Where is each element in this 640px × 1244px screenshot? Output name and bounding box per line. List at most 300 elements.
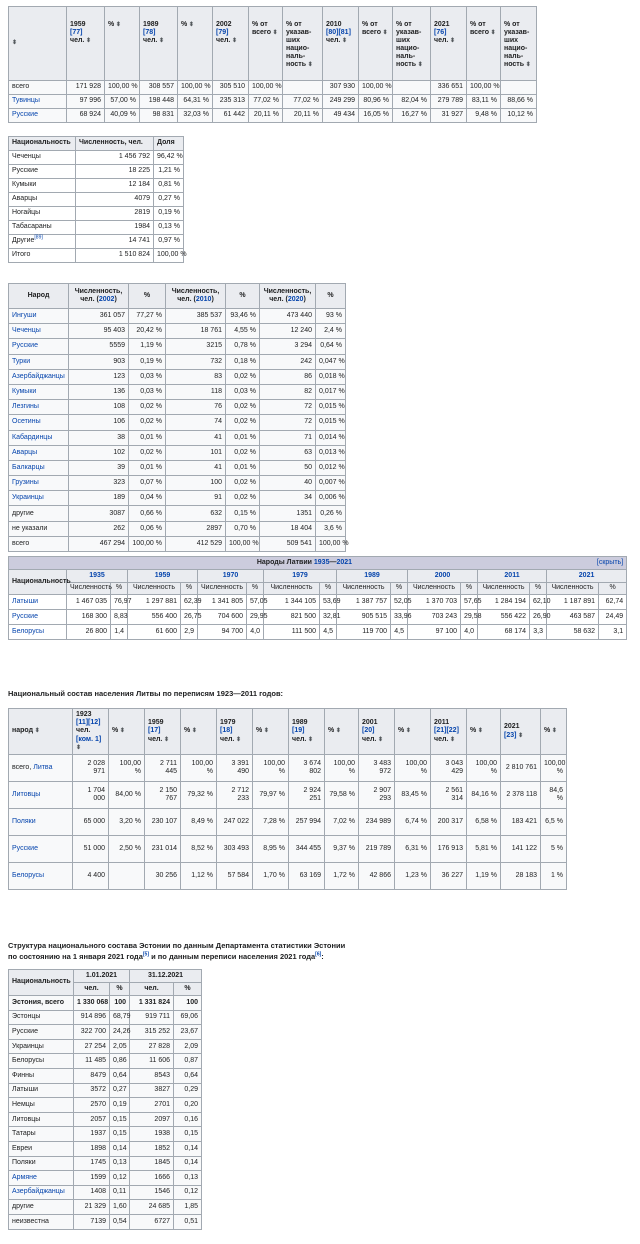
row-label[interactable]: Кумыки [9,384,69,399]
cell-value: 2 378 118 [501,782,541,809]
cell-value: 303 493 [217,836,253,863]
column-header[interactable] [178,7,213,81]
caption-link-2021[interactable]: 2021 [336,558,353,566]
column-header[interactable] [181,709,217,755]
corner-cell[interactable] [9,7,67,81]
cell-value: 11 485 [74,1054,110,1069]
column-header[interactable] [541,709,567,755]
cell-value: 118 [166,384,226,399]
cell-value: 71 [260,430,316,445]
cell-value: 14 741 [76,235,154,249]
row-link[interactable]: Литовцы [12,790,41,798]
year-link[interactable]: 2021 [578,571,595,579]
column-header[interactable] [467,709,501,755]
cell-value [109,863,145,890]
sort-icon[interactable]: ⬍ [376,736,384,743]
ref-link[interactable]: [76] [434,29,447,37]
cell-value: 68 924 [67,109,105,123]
row-name: Табасараны [12,223,52,231]
column-header[interactable]: Численность, чел. (2002) [69,284,129,309]
column-header[interactable] [501,7,537,81]
year-header[interactable] [198,570,264,583]
sub-header-count: чел. [130,983,174,996]
header-label: % [108,21,115,28]
table-row [9,339,346,354]
table-row [9,1200,202,1215]
header-label: народ [12,727,34,735]
column-header[interactable]: Численность, чел. (2020) [260,284,316,309]
row-link[interactable]: Литва [33,763,53,771]
cell-value: 69,06 [174,1010,202,1025]
cell-value: 20,42 % [129,324,166,339]
header-year: 1959 [70,21,86,28]
hide-toggle-button[interactable]: [скрыть] [596,558,624,566]
sort-icon[interactable]: ⬍ [448,38,456,45]
column-header[interactable] [73,709,109,755]
cell-value: 102 [69,445,129,460]
cell-value: 919 711 [130,1010,174,1025]
column-header[interactable] [217,709,253,755]
column-header[interactable] [431,709,467,755]
cell-value: 27 828 [130,1039,174,1054]
ref-link[interactable]: [80][81] [326,29,351,37]
cell-value: 0,78 % [226,339,260,354]
row-label: Финны [9,1068,74,1083]
row-label[interactable]: Тувинцы [9,95,67,109]
cell-value: 0,006 % [316,491,346,506]
row-label[interactable]: Русские [9,109,67,123]
column-header[interactable] [67,7,105,81]
table-row [9,755,567,782]
cell-value: 0,03 % [129,384,166,399]
cell-value: 34 [260,491,316,506]
row-link[interactable]: Белорусы [12,871,45,879]
cell-value: 64,31 % [178,95,213,109]
table-row [9,521,346,536]
cell-value: 83 [166,369,226,384]
row-label [9,863,73,890]
cell-value: 0,15 [110,1127,130,1142]
cell-value: 315 252 [130,1025,174,1040]
cell-value: 556 400 [128,610,181,625]
cell-value: 57 584 [217,863,253,890]
header-unit: чел. [143,37,158,45]
row-label[interactable]: Белорусы [9,625,67,640]
cell-value: 3087 [69,506,129,521]
column-header[interactable] [283,7,323,81]
cell-value: 8,52 % [181,836,217,863]
sort-icon[interactable]: ⬍ [12,40,18,47]
column-header[interactable] [325,709,359,755]
cell-value: 0,11 [110,1185,130,1200]
ref-link[interactable]: [19] [292,727,305,735]
row-label: Немцы [9,1098,74,1113]
column-header[interactable] [9,709,73,755]
table-row [9,81,537,95]
cell-value: 257 994 [289,809,325,836]
column-header[interactable] [393,7,431,81]
cell-value: 1 387 757 [337,595,391,610]
sub-header-count: Численность [128,583,181,595]
cell-value: 24,26 [110,1025,130,1040]
cell-value: 0,02 % [226,415,260,430]
cell-value: 0,01 % [226,430,260,445]
cell-value: 1 187 891 [547,595,599,610]
cell-value: 27 254 [74,1039,110,1054]
sort-icon[interactable]: ⬍ [33,728,40,735]
year-link[interactable]: 1970 [222,571,239,579]
cell-value: 1,70 % [253,863,289,890]
sort-icon[interactable]: ⬍ [157,38,165,45]
column-header[interactable] [395,709,431,755]
header-label: % [184,727,191,735]
ref-link[interactable]: [78] [143,29,156,37]
caption-link-1935[interactable]: 1935 [313,558,330,566]
column-header[interactable]: Численность, чел. (2010) [166,284,226,309]
column-header[interactable] [129,284,166,309]
sort-icon[interactable]: ⬍ [190,728,197,735]
row-label[interactable]: Ингуши [9,309,69,324]
sort-icon[interactable]: ⬍ [381,30,388,37]
cell-value: 242 [260,354,316,369]
cell-value: 3,6 % [316,521,346,536]
cell-value: 1852 [130,1141,174,1156]
table-row [9,491,346,506]
table-row [9,1068,202,1083]
cell-value: 0,13 % [154,221,184,235]
sort-icon[interactable]: ⬍ [516,732,524,739]
cell-value: 72 [260,415,316,430]
cell-value: 50 [260,460,316,475]
table-row [9,1010,202,1025]
sort-icon[interactable]: ⬍ [550,728,557,735]
table-row [9,809,567,836]
table-row [9,460,346,475]
row-label[interactable]: Украинцы [9,491,69,506]
cell-value: 0,97 % [154,235,184,249]
year-link[interactable]: 1959 [154,571,171,579]
sort-icon[interactable]: ⬍ [162,736,170,743]
column-header[interactable] [109,709,145,755]
sort-icon[interactable]: ⬍ [306,62,313,69]
year-link[interactable]: 1935 [89,571,105,579]
sort-icon[interactable]: ⬍ [404,728,411,735]
sort-icon[interactable]: ⬍ [416,62,423,69]
cell-value: 1 370 703 [408,595,461,610]
sort-icon[interactable]: ⬍ [230,38,238,45]
column-header[interactable] [249,7,283,81]
column-header[interactable] [501,709,541,755]
cell-value: 821 500 [264,610,320,625]
cell-value: 1 704 000 [73,782,109,809]
table-row [9,151,184,165]
cell-value: 3827 [130,1083,174,1098]
cell-value: 33,96 [391,610,408,625]
table-row [9,1112,202,1127]
header-year: 2002 [216,21,232,28]
sort-icon[interactable]: ⬍ [187,22,194,28]
year-header[interactable] [408,570,478,583]
ref-link[interactable]: [18] [220,727,233,735]
cell-value: 11 606 [130,1054,174,1069]
row-link[interactable]: Поляки [12,817,36,825]
cell-value: 100 [174,996,202,1011]
row-label[interactable]: Латыши [9,595,67,610]
cell-value: 2 561 314 [431,782,467,809]
cell-value: 6,31 % [395,836,431,863]
row-label[interactable]: Лезгины [9,400,69,415]
column-header[interactable] [9,284,69,309]
column-header: Национальность [9,137,76,151]
cell-value: 0,015 % [316,400,346,415]
cell-value [283,81,323,95]
cell-value: 1,21 % [154,165,184,179]
row-name: Чеченцы [12,153,41,161]
ref-link[interactable]: [17] [148,727,161,735]
header-label: % [143,291,151,299]
ref-link[interactable]: [11][12] [76,719,101,727]
row-label[interactable]: Азербайджанцы [9,1185,74,1200]
cell-value: 86 [260,369,316,384]
cell-value: 1546 [130,1185,174,1200]
cell-value: 473 440 [260,309,316,324]
cell-value: 83,45 % [395,782,431,809]
header-year: 1979 [220,719,236,727]
header-label: % от указав-ших нацио-наль-ность [286,21,312,69]
cell-value: 93,46 % [226,309,260,324]
year-header[interactable] [67,570,128,583]
sort-icon[interactable]: ⬍ [476,728,483,735]
cell-value: 36 227 [431,863,467,890]
ref-link[interactable]: [5] [142,951,149,958]
cell-value: 305 510 [213,81,249,95]
year-link[interactable]: 2011 [504,571,520,579]
cell-value: 97 996 [67,95,105,109]
year-header[interactable] [478,570,547,583]
cell-value: 76,97 [111,595,128,610]
table-row [9,445,346,460]
cell-value: 100,00 % [467,81,501,95]
column-header[interactable] [145,709,181,755]
row-label: не указали [9,521,69,536]
sort-icon[interactable]: ⬍ [262,728,269,735]
sort-icon[interactable]: ⬍ [76,744,82,751]
sort-icon[interactable]: ⬍ [234,736,242,743]
table-row [9,235,184,249]
cell-value: 1938 [130,1127,174,1142]
row-label: другие [9,1200,74,1215]
cell-value: 111 500 [264,625,320,640]
cell-value: 5 % [541,836,567,863]
sort-icon[interactable]: ⬍ [524,62,531,69]
table-row [9,1025,202,1040]
header-unit: чел. [326,37,341,45]
sort-icon[interactable]: ⬍ [306,736,314,743]
table-row [9,996,202,1011]
ref-link[interactable]: [79] [216,29,229,37]
cell-value: 1 510 824 [76,249,154,263]
cell-value: 62,10 [530,595,547,610]
sub-header-count: Численность [478,583,530,595]
cell-value: 0,02 % [226,445,260,460]
cell-value: 16,05 % [359,109,393,123]
row-label[interactable]: Русские [9,610,67,625]
cell-value: 0,03 % [226,384,260,399]
header-unit: чел. [216,37,231,45]
sub-header-count: Численность [264,583,320,595]
table-row [9,782,567,809]
cell-value: 1 456 792 [76,151,154,165]
ref-link[interactable]: [21][22] [434,727,459,735]
cell-value: 68 174 [478,625,530,640]
sort-icon[interactable]: ⬍ [334,728,341,735]
year-link[interactable]: 2000 [434,571,451,579]
column-header[interactable] [467,7,501,81]
cell-value: 1,19 % [129,339,166,354]
column-header[interactable] [105,7,140,81]
cell-value: 1,23 % [395,863,431,890]
cell-value: 1 297 881 [128,595,181,610]
cell-value: 1937 [74,1127,110,1142]
cell-value: 82 [260,384,316,399]
sort-icon[interactable]: ⬍ [271,30,278,37]
column-header[interactable] [359,7,393,81]
cell-value: 0,15 [110,1112,130,1127]
column-header[interactable] [140,7,178,81]
sort-icon[interactable]: ⬍ [340,38,348,45]
cell-value: 76 [166,400,226,415]
header-label: % [239,291,246,299]
cell-value: 26 800 [67,625,111,640]
sort-icon[interactable]: ⬍ [448,736,456,743]
cell-value: 2,9 [181,625,198,640]
cell-value: 26,75 [181,610,198,625]
cell-value: 0,66 % [129,506,166,521]
row-label: Эстония, всего [9,996,74,1011]
cell-value: 100,00 % [105,81,140,95]
cell-value: 18 761 [166,324,226,339]
cell-value: 189 [69,491,129,506]
cell-value: 0,02 % [129,445,166,460]
sort-icon[interactable]: ⬍ [84,38,92,45]
cell-value: 2570 [74,1098,110,1113]
cell-value: 1408 [74,1185,110,1200]
row-label [9,235,76,249]
ref-link[interactable]: [77] [70,29,83,37]
row-label[interactable]: Армяне [9,1171,74,1186]
row-label[interactable]: Турки [9,354,69,369]
row-label[interactable]: Чеченцы [9,324,69,339]
cell-value: 80,96 % [359,95,393,109]
row-label[interactable]: Осетины [9,415,69,430]
row-label[interactable]: Азербайджанцы [9,369,69,384]
year-header[interactable] [264,570,337,583]
cell-value: 2057 [74,1112,110,1127]
cell-value: 3572 [74,1083,110,1098]
row-label[interactable]: Аварцы [9,445,69,460]
column-header[interactable] [359,709,395,755]
cell-value: 100,00 % [316,536,346,551]
latvia-table-caption [9,557,627,570]
column-header[interactable] [226,284,260,309]
cell-value: 0,01 % [129,460,166,475]
ref-link[interactable]: [6] [315,951,322,958]
table-row [9,193,184,207]
cell-value: 30 256 [145,863,181,890]
table-row [9,1039,202,1054]
column-header[interactable] [323,7,359,81]
row-label[interactable]: Балкарцы [9,460,69,475]
sort-icon[interactable]: ⬍ [489,30,496,37]
cell-value: 41 [166,460,226,475]
cell-value: 0,06 % [129,521,166,536]
note-link[interactable]: [ком. 1] [76,735,102,743]
year-link[interactable]: 1979 [292,571,308,579]
cell-value: 0,13 [110,1156,130,1171]
row-label[interactable]: Русские [9,339,69,354]
table-row [9,1054,202,1069]
table-row [9,384,346,399]
estonia-title-line2b: и по данным переписи населения 2021 года [149,952,316,961]
ref-link[interactable]: [23] [504,731,517,739]
nat-header: Национальность [9,970,74,996]
year-link[interactable]: 1989 [364,571,380,579]
cell-value: 0,14 [174,1156,202,1171]
table-row [9,610,627,625]
column-header[interactable] [213,7,249,81]
row-label [9,165,76,179]
row-label: Литовцы [9,1112,74,1127]
column-header[interactable] [431,7,467,81]
cell-value: 3 483 972 [359,755,395,782]
header-year-link[interactable]: 2002 [98,296,115,303]
column-header[interactable] [316,284,346,309]
header-year-link[interactable]: 2010 [195,296,212,303]
year-header[interactable] [337,570,408,583]
cell-value: 0,51 [174,1214,202,1229]
header-year-link[interactable]: 2020 [287,296,304,303]
row-label [9,207,76,221]
cell-value [393,81,431,95]
cell-value: 307 930 [323,81,359,95]
cell-value: 62,74 [599,595,627,610]
ref-link[interactable]: [20] [362,727,375,735]
latvia-ethnic-table [8,556,627,640]
cell-value: 4,55 % [226,324,260,339]
year-header[interactable] [128,570,198,583]
table-row [9,836,567,863]
row-link[interactable]: Русские [12,844,38,852]
column-header[interactable] [253,709,289,755]
row-label[interactable]: Грузины [9,476,69,491]
column-header[interactable] [289,709,325,755]
year-header[interactable] [547,570,627,583]
cell-value: 3 391 490 [217,755,253,782]
sort-icon[interactable]: ⬍ [118,728,125,735]
sort-icon[interactable]: ⬍ [114,22,121,28]
row-name: Итого [12,251,31,259]
row-label[interactable]: Кабардинцы [9,430,69,445]
table-row [9,476,346,491]
cell-value: 100,00 % [178,81,213,95]
cell-value: 0,64 [174,1068,202,1083]
cell-value: 41 [166,430,226,445]
ref-link[interactable]: [89] [34,235,43,242]
row-label: Поляки [9,1156,74,1171]
sub-header-count: Численность [408,583,461,595]
sub-header-pct: % [174,983,202,996]
cell-value: 100,00 % [325,755,359,782]
